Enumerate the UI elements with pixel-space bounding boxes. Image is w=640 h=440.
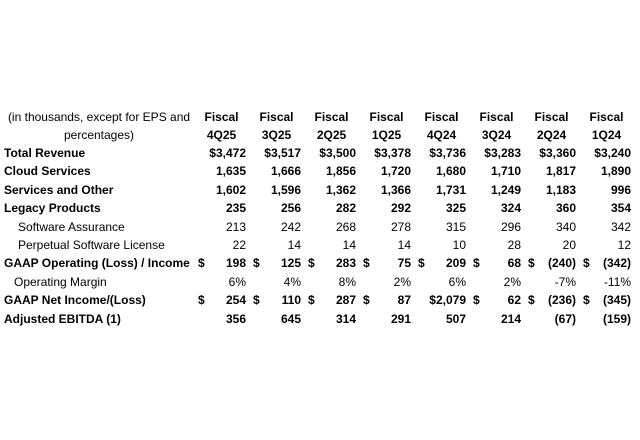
value-amount: 278 [390, 219, 411, 234]
value-amount: 4% [283, 274, 301, 289]
value-cell [469, 162, 524, 180]
currency-symbol: $ [473, 256, 480, 271]
currency-symbol: $ [198, 293, 205, 308]
value-cell [194, 218, 249, 236]
table-row [4, 162, 634, 180]
value-amount: 1,720 [380, 164, 411, 179]
currency-symbol: $ [363, 293, 370, 308]
value-cell [249, 162, 304, 180]
value-amount: 242 [280, 219, 301, 234]
value-amount: 1,731 [435, 182, 466, 197]
value-amount: 996 [610, 182, 631, 197]
value-amount: 254 [225, 293, 246, 308]
value-amount: 340 [555, 219, 576, 234]
value-amount: 6% [448, 274, 466, 289]
value-amount: 235 [225, 201, 246, 216]
value-amount: 1,710 [490, 164, 521, 179]
value-cell [249, 199, 304, 217]
value-cell [249, 218, 304, 236]
value-amount: 14 [342, 238, 356, 253]
currency-symbol: $ [253, 256, 260, 271]
quarter-label: 3Q25 [261, 128, 292, 142]
table-row [4, 144, 634, 162]
value-amount: 287 [335, 293, 356, 308]
row-label: GAAP Net Income/(Loss) [4, 293, 146, 308]
value-cell [304, 236, 359, 254]
value-amount: 1,183 [545, 182, 576, 197]
value-amount: 1,856 [325, 164, 356, 179]
value-amount: 1,366 [380, 182, 411, 197]
currency-symbol: $ [418, 256, 425, 271]
value-amount: 268 [335, 219, 356, 234]
value-amount: 291 [390, 311, 411, 326]
value-amount: 360 [555, 201, 576, 216]
row-label: Adjusted EBITDA (1) [4, 311, 121, 326]
value-cell [249, 144, 304, 162]
table-row [4, 199, 634, 217]
value-amount: 315 [445, 219, 466, 234]
financial-summary-table-container [4, 108, 634, 328]
value-amount: (342) [602, 256, 631, 271]
quarter-label: 2Q24 [536, 128, 567, 142]
value-amount: $3,500 [319, 146, 356, 160]
value-amount: -7% [554, 274, 576, 289]
value-cell [414, 254, 469, 272]
value-cell [304, 254, 359, 272]
value-amount: 256 [280, 201, 301, 216]
value-cell [249, 310, 304, 328]
value-cell [524, 273, 579, 291]
currency-symbol: $ [253, 293, 260, 308]
value-amount: 324 [500, 201, 521, 216]
table-row [4, 310, 634, 328]
value-amount: 198 [225, 256, 246, 271]
quarter-label: 2Q25 [316, 128, 347, 142]
value-cell [524, 181, 579, 199]
value-amount: 1,362 [325, 182, 356, 197]
value-cell [469, 199, 524, 217]
value-amount: 209 [445, 256, 466, 271]
units-note-line1: (in thousands, except for EPS and [7, 110, 191, 124]
value-amount: 1,249 [490, 182, 521, 197]
value-amount: $2,079 [429, 293, 466, 308]
value-cell [249, 181, 304, 199]
fiscal-label: Fiscal [589, 110, 624, 124]
value-amount: $3,360 [539, 146, 576, 160]
value-cell [359, 291, 414, 309]
value-cell [414, 273, 469, 291]
value-amount: $3,240 [594, 146, 631, 160]
value-amount: 14 [397, 238, 411, 253]
fiscal-label: Fiscal [479, 110, 514, 124]
currency-symbol: $ [583, 256, 590, 271]
value-amount: 325 [445, 201, 466, 216]
value-cell [359, 181, 414, 199]
value-cell [469, 181, 524, 199]
table-row [4, 181, 634, 199]
value-cell [304, 162, 359, 180]
value-cell [524, 144, 579, 162]
value-amount: (345) [602, 293, 631, 308]
value-cell [304, 144, 359, 162]
value-amount: 62 [507, 293, 521, 308]
value-cell [304, 199, 359, 217]
value-cell [249, 236, 304, 254]
value-cell [579, 254, 634, 272]
value-cell [249, 254, 304, 272]
value-amount: 354 [610, 201, 631, 216]
value-cell [579, 181, 634, 199]
table-row [4, 218, 634, 236]
value-amount: 1,890 [600, 164, 631, 179]
value-cell [469, 291, 524, 309]
value-cell [414, 162, 469, 180]
value-amount: 1,602 [215, 182, 246, 197]
value-amount: 283 [335, 256, 356, 271]
table-row [4, 254, 634, 272]
quarter-label: 1Q25 [371, 128, 402, 142]
value-cell [359, 162, 414, 180]
value-cell [304, 310, 359, 328]
value-cell [414, 218, 469, 236]
value-cell [194, 236, 249, 254]
table-row [4, 273, 634, 291]
value-amount: 14 [287, 238, 301, 253]
value-amount: 110 [281, 293, 301, 308]
value-cell [414, 236, 469, 254]
fiscal-label: Fiscal [369, 110, 404, 124]
value-cell [359, 144, 414, 162]
quarter-label: 4Q25 [206, 128, 237, 142]
value-amount: 87 [397, 293, 411, 308]
value-amount: 1,817 [545, 164, 576, 179]
currency-symbol: $ [308, 256, 315, 271]
value-cell [524, 218, 579, 236]
value-cell [469, 218, 524, 236]
value-amount: -11% [603, 274, 631, 289]
row-label: Legacy Products [4, 201, 101, 216]
value-cell [579, 236, 634, 254]
value-cell [194, 254, 249, 272]
fiscal-label: Fiscal [259, 110, 294, 124]
value-cell [469, 254, 524, 272]
value-cell [524, 254, 579, 272]
value-cell [524, 162, 579, 180]
value-cell [194, 144, 249, 162]
value-amount: 213 [225, 219, 246, 234]
quarter-label: 3Q24 [481, 128, 512, 142]
row-label: Operating Margin [14, 274, 107, 289]
currency-symbol: $ [583, 293, 590, 308]
value-cell [359, 310, 414, 328]
value-cell [194, 162, 249, 180]
value-amount: 12 [617, 238, 631, 253]
row-label: Software Assurance [18, 219, 125, 234]
value-amount: $3,517 [264, 146, 301, 160]
value-amount: 1,635 [215, 164, 246, 179]
quarter-label: 1Q24 [591, 128, 622, 142]
value-amount: $3,736 [429, 146, 466, 160]
value-cell [414, 144, 469, 162]
currency-symbol: $ [528, 256, 535, 271]
value-amount: 314 [335, 311, 356, 326]
value-cell [579, 199, 634, 217]
value-amount: 214 [500, 311, 521, 326]
value-cell [579, 162, 634, 180]
value-cell [249, 273, 304, 291]
value-cell [194, 199, 249, 217]
value-amount: (240) [547, 256, 576, 271]
value-cell [469, 236, 524, 254]
fiscal-label: Fiscal [204, 110, 239, 124]
value-cell [414, 291, 469, 309]
header-row-quarter [4, 126, 634, 144]
value-amount: 10 [452, 238, 466, 253]
quarter-label: 4Q24 [426, 128, 457, 142]
value-amount: 1,666 [270, 164, 301, 179]
units-note-line2: percentages) [63, 128, 135, 142]
value-cell [194, 181, 249, 199]
value-cell [579, 144, 634, 162]
value-amount: 1,596 [270, 182, 301, 197]
value-amount: 356 [225, 311, 246, 326]
value-cell [524, 310, 579, 328]
value-amount: 292 [390, 201, 411, 216]
table-header [4, 108, 634, 144]
value-cell [194, 291, 249, 309]
value-cell [579, 291, 634, 309]
fiscal-label: Fiscal [534, 110, 569, 124]
fiscal-label: Fiscal [424, 110, 459, 124]
value-amount: 507 [445, 311, 466, 326]
value-cell [524, 291, 579, 309]
value-amount: $3,472 [209, 146, 246, 160]
currency-symbol: $ [198, 256, 205, 271]
value-amount: 645 [280, 311, 301, 326]
value-cell [414, 199, 469, 217]
value-cell [469, 144, 524, 162]
value-amount: 296 [500, 219, 521, 234]
value-cell [359, 254, 414, 272]
currency-symbol: $ [363, 256, 370, 271]
value-cell [524, 199, 579, 217]
value-cell [359, 199, 414, 217]
value-amount: (236) [547, 293, 576, 308]
currency-symbol: $ [473, 293, 480, 308]
financial-summary-table [4, 108, 634, 328]
value-cell [304, 273, 359, 291]
value-cell [579, 273, 634, 291]
value-cell [194, 273, 249, 291]
value-cell [359, 273, 414, 291]
value-cell [579, 310, 634, 328]
value-amount: (159) [602, 311, 631, 326]
currency-symbol: $ [308, 293, 315, 308]
value-amount: 2% [503, 274, 521, 289]
value-cell [579, 218, 634, 236]
value-cell [469, 310, 524, 328]
value-amount: 22 [232, 238, 246, 253]
value-amount: 28 [507, 238, 521, 253]
value-cell [414, 181, 469, 199]
value-cell [359, 218, 414, 236]
value-cell [304, 218, 359, 236]
value-amount: 282 [335, 201, 356, 216]
value-cell [414, 310, 469, 328]
value-amount: 125 [280, 256, 301, 271]
value-amount: 2% [393, 274, 411, 289]
row-label: Total Revenue [4, 146, 86, 160]
row-label: Services and Other [4, 182, 114, 197]
value-amount: 342 [610, 219, 631, 234]
fiscal-label: Fiscal [314, 110, 349, 124]
value-cell [524, 236, 579, 254]
table-row [4, 291, 634, 309]
value-amount: (67) [554, 311, 576, 326]
value-cell [359, 236, 414, 254]
row-label: Cloud Services [4, 164, 91, 179]
value-amount: 20 [562, 238, 576, 253]
value-cell [304, 181, 359, 199]
table-body [4, 144, 634, 328]
value-amount: $3,378 [374, 146, 411, 160]
value-amount: 68 [507, 256, 521, 271]
value-cell [249, 291, 304, 309]
currency-symbol: $ [528, 293, 535, 308]
value-cell [194, 310, 249, 328]
value-amount: 1,680 [435, 164, 466, 179]
row-label: Perpetual Software License [18, 238, 165, 253]
value-amount: $3,283 [484, 146, 521, 160]
value-amount: 8% [338, 274, 356, 289]
value-cell [469, 273, 524, 291]
value-amount: 6% [228, 274, 246, 289]
value-amount: 75 [397, 256, 411, 271]
header-row-fiscal [4, 108, 634, 126]
row-label: GAAP Operating (Loss) / Income [4, 256, 190, 271]
value-cell [304, 291, 359, 309]
table-row [4, 236, 634, 254]
